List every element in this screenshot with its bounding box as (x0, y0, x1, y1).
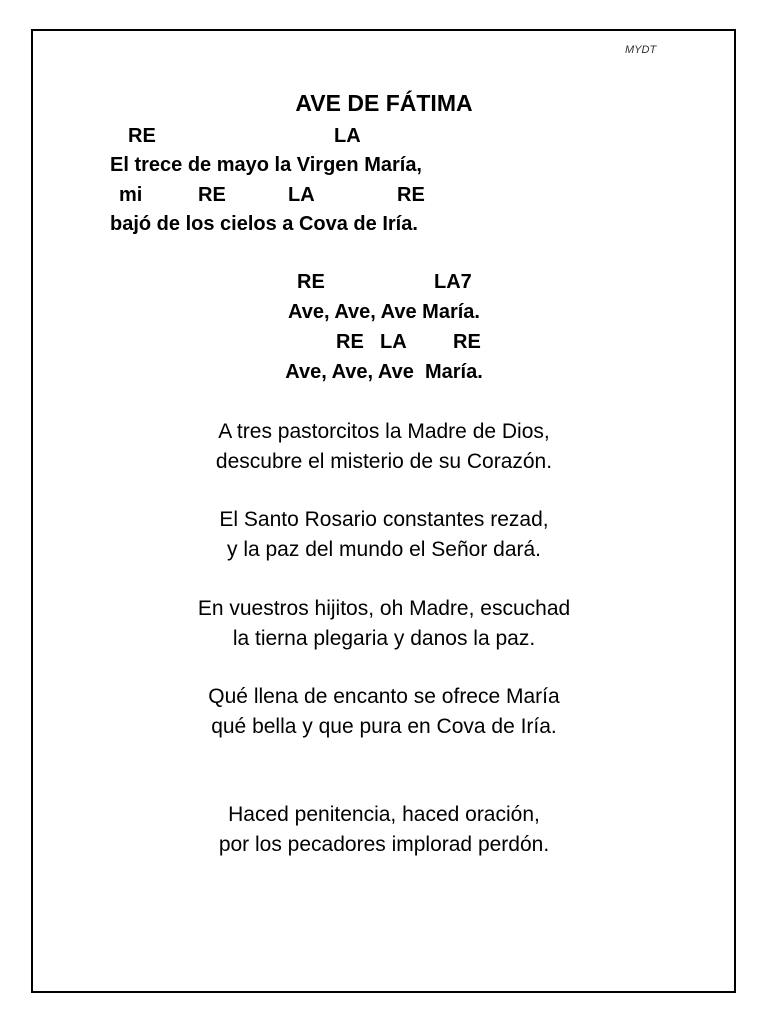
chord: LA (288, 184, 315, 206)
chorus-line: Ave, Ave, Ave María. (285, 361, 483, 383)
chord: LA (334, 125, 361, 147)
chord: RE (397, 184, 425, 206)
verse-line: En vuestros hijitos, oh Madre, escuchad (197, 597, 571, 620)
lyric-line: bajó de los cielos a Cova de Iría. (110, 213, 418, 235)
chord: RE (198, 184, 226, 206)
verse-line: Qué llena de encanto se ofrece María (208, 685, 560, 708)
verse-line: qué bella y que pura en Cova de Iría. (211, 715, 557, 738)
chord: mi (119, 184, 143, 206)
verse-line: la tierna plegaria y danos la paz. (232, 627, 536, 650)
verse-line: descubre el misterio de su Corazón. (215, 450, 553, 473)
lyric-line: El trece de mayo la Virgen María, (110, 154, 422, 176)
chord: RE (453, 331, 481, 353)
verse-line: y la paz del mundo el Señor dará. (226, 538, 542, 561)
watermark-initials: MYDT (625, 44, 657, 56)
chord: RE (336, 331, 364, 353)
song-title: AVE DE FÁTIMA (295, 90, 473, 116)
chord: LA7 (434, 271, 472, 293)
chord: RE (297, 271, 325, 293)
verse-line: A tres pastorcitos la Madre de Dios, (218, 420, 550, 443)
chord: LA (380, 331, 407, 353)
chord: RE (128, 125, 156, 147)
verse-line: Haced penitencia, haced oración, (228, 803, 540, 826)
verse-line: por los pecadores implorad perdón. (218, 833, 550, 856)
verse-line: El Santo Rosario constantes rezad, (219, 508, 549, 531)
chorus-line: Ave, Ave, Ave María. (288, 301, 480, 323)
